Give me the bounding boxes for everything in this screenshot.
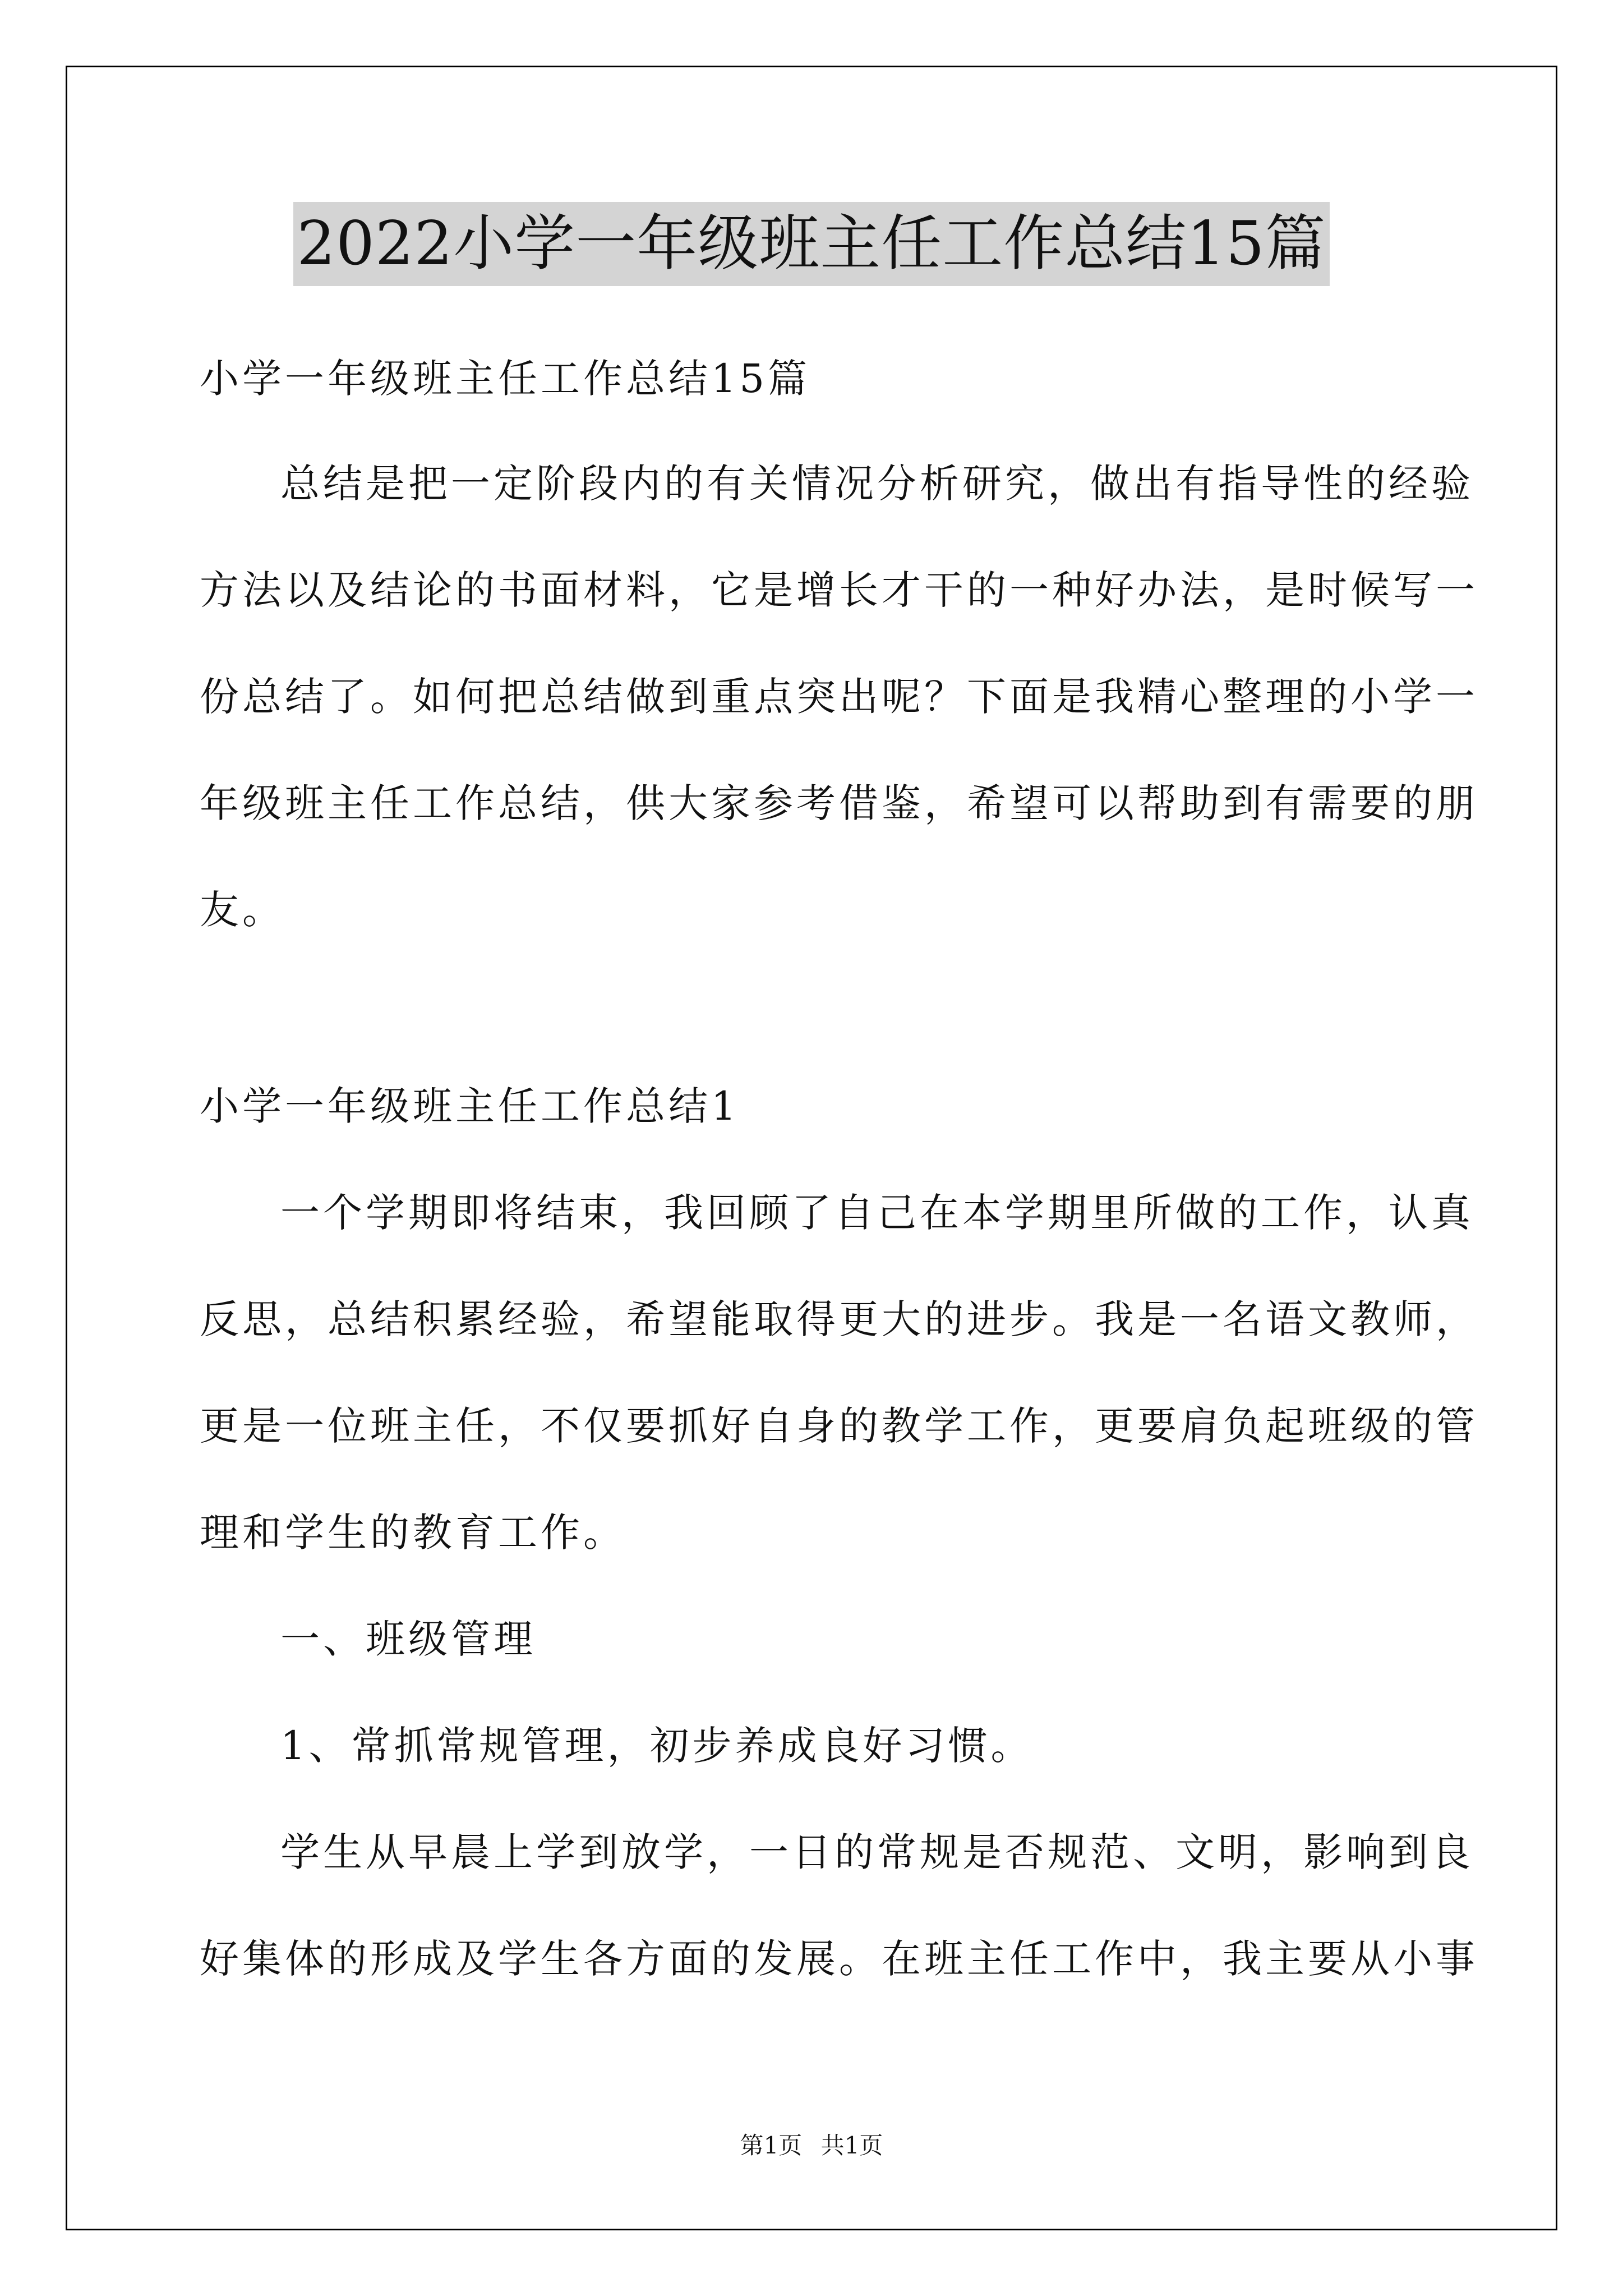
- heading-routine-management: 1、常抓常规管理，初步养成良好习惯。: [280, 1723, 1034, 1769]
- page-total: 共1页: [820, 2132, 883, 2159]
- para2-line-2: 好集体的形成及学生各方面的发展。在班主任工作中，我主要从小事: [200, 1936, 1478, 1982]
- page-footer: [0, 2129, 1623, 2162]
- intro-line-4: 年级班主任工作总结，供大家参考借鉴，希望可以帮助到有需要的朋: [200, 780, 1478, 826]
- title-wrap: [0, 202, 1623, 286]
- section-heading: 小学一年级班主任工作总结1: [200, 1083, 740, 1129]
- intro-line-2: 方法以及结论的书面材料，它是增长才干的一种好办法，是时候写一: [200, 567, 1478, 613]
- para1-line-3: 更是一位班主任，不仅要抓好自身的教学工作，更要肩负起班级的管: [200, 1403, 1478, 1449]
- para1-line-2: 反思，总结积累经验，希望能取得更大的进步。我是一名语文教师，: [200, 1296, 1478, 1342]
- intro-line-1: 总结是把一定阶段内的有关情况分析研究，做出有指导性的经验: [280, 461, 1474, 507]
- para1-line-1: 一个学期即将结束，我回顾了自己在本学期里所做的工作，认真: [280, 1190, 1474, 1236]
- document-title: 2022小学一年级班主任工作总结15篇: [293, 202, 1329, 286]
- page-number: 第1页: [740, 2132, 803, 2159]
- subtitle: 小学一年级班主任工作总结15篇: [200, 356, 811, 402]
- heading-class-management: 一、班级管理: [280, 1616, 536, 1662]
- intro-line-5: 友。: [200, 887, 285, 933]
- para1-line-4: 理和学生的教育工作。: [200, 1510, 626, 1556]
- intro-line-3: 份总结了。如何把总结做到重点突出呢？下面是我精心整理的小学一: [200, 674, 1478, 720]
- para2-line-1: 学生从早晨上学到放学，一日的常规是否规范、文明，影响到良: [280, 1829, 1474, 1875]
